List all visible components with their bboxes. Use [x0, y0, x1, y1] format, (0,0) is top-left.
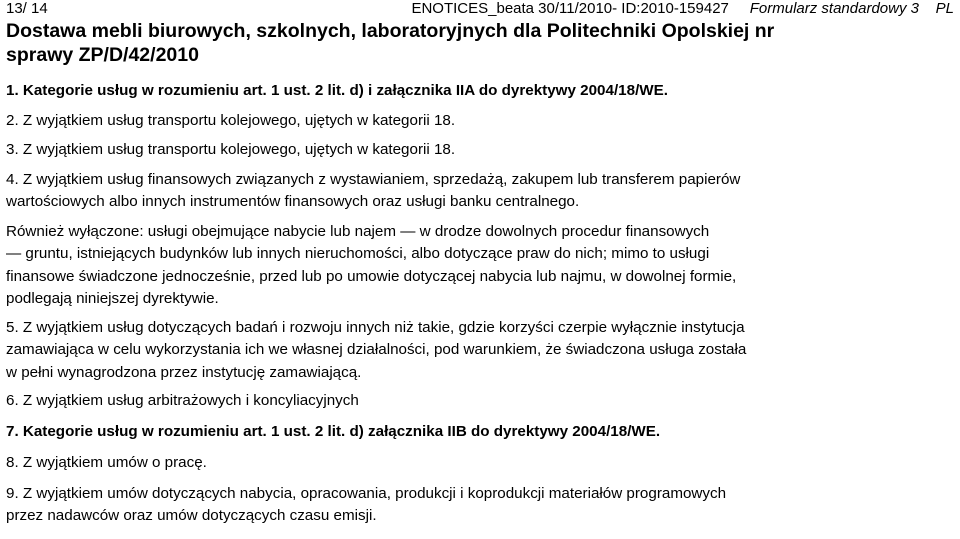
footnote-4b-line-3: finansowe świadczone jednocześnie, przed lub po umowie dotyczącej nabycia lub najmu, w dowolnej formie, — [6, 267, 737, 285]
document-title-line-1: Dostawa mebli biurowych, szkolnych, laboratoryjnych dla Politechniki Opolskiej nr — [6, 20, 775, 42]
footnote-4-line-2: wartościowych albo innych instrumentów finansowych oraz usługi banku centralnego. — [6, 193, 580, 210]
footnote-9-line-2: przez nadawców oraz umów dotyczących czasu emisji. — [6, 507, 377, 524]
document-title-line-2: sprawy ZP/D/42/2010 — [6, 44, 199, 66]
footnote-8: 8. Z wyjątkiem umów o pracę. — [6, 454, 207, 471]
footnote-7: 7. Kategorie usług w rozumieniu art. 1 ust. 2 lit. d) załącznika IIB do dyrektywy 2004/18/WE. — [6, 422, 661, 440]
footnote-4b-line-4: podlegają niniejszej dyrektywie. — [6, 290, 219, 307]
page-header — [6, 0, 954, 18]
footnote-5-line-1: 5. Z wyjątkiem usług dotyczących badań i rozwoju innych niż takie, gdzie korzyści czerpie wyłącznie instytucja — [6, 318, 745, 336]
footnote-5 — [6, 317, 954, 385]
form-standard: Formularz standardowy 3 — [749, 0, 919, 17]
document-id: ENOTICES_beata 30/11/2010- ID:2010-159427 — [411, 0, 729, 17]
footnote-9-line-1: 9. Z wyjątkiem umów dotyczących nabycia, opracowania, produkcji i koprodukcji materiałów programowych — [6, 484, 727, 502]
footnote-4b-line-1: Również wyłączone: usługi obejmujące nabycie lub najem — w drodze dowolnych procedur finansowych — [6, 222, 710, 240]
footnote-6: 6. Z wyjątkiem usług arbitrażowych i koncyliacyjnych — [6, 392, 359, 409]
page-number: 13/ 14 — [6, 0, 48, 17]
footnote-3: 3. Z wyjątkiem usług transportu kolejowego, ujętych w kategorii 18. — [6, 141, 456, 158]
footnote-4-line-1: 4. Z wyjątkiem usług finansowych związanych z wystawianiem, sprzedażą, zakupem lub transferem papierów — [6, 170, 741, 188]
footnote-4-continuation — [6, 221, 954, 311]
footnote-4 — [6, 169, 954, 214]
footnote-4b-line-2: — gruntu, istniejących budynków lub innych nieruchomości, albo dotyczące praw do nich; mimo to usługi — [6, 245, 710, 262]
footnote-5-line-2: zamawiająca w celu wykorzystania ich we własnej działalności, pod warunkiem, że świadczona usługa została — [6, 341, 747, 358]
footnote-2: 2. Z wyjątkiem usług transportu kolejowego, ujętych w kategorii 18. — [6, 111, 456, 129]
footnotes-list — [6, 80, 954, 528]
footnote-1: 1. Kategorie usług w rozumieniu art. 1 ust. 2 lit. d) i załącznika IIA do dyrektywy 2004/18/WE. — [6, 82, 668, 99]
language-code: PL — [935, 0, 954, 17]
document-title — [6, 19, 954, 67]
footnote-5-line-3: w pełni wynagrodzona przez instytucję zamawiającą. — [6, 363, 362, 381]
document-reference — [411, 0, 954, 18]
footnote-9 — [6, 483, 954, 528]
